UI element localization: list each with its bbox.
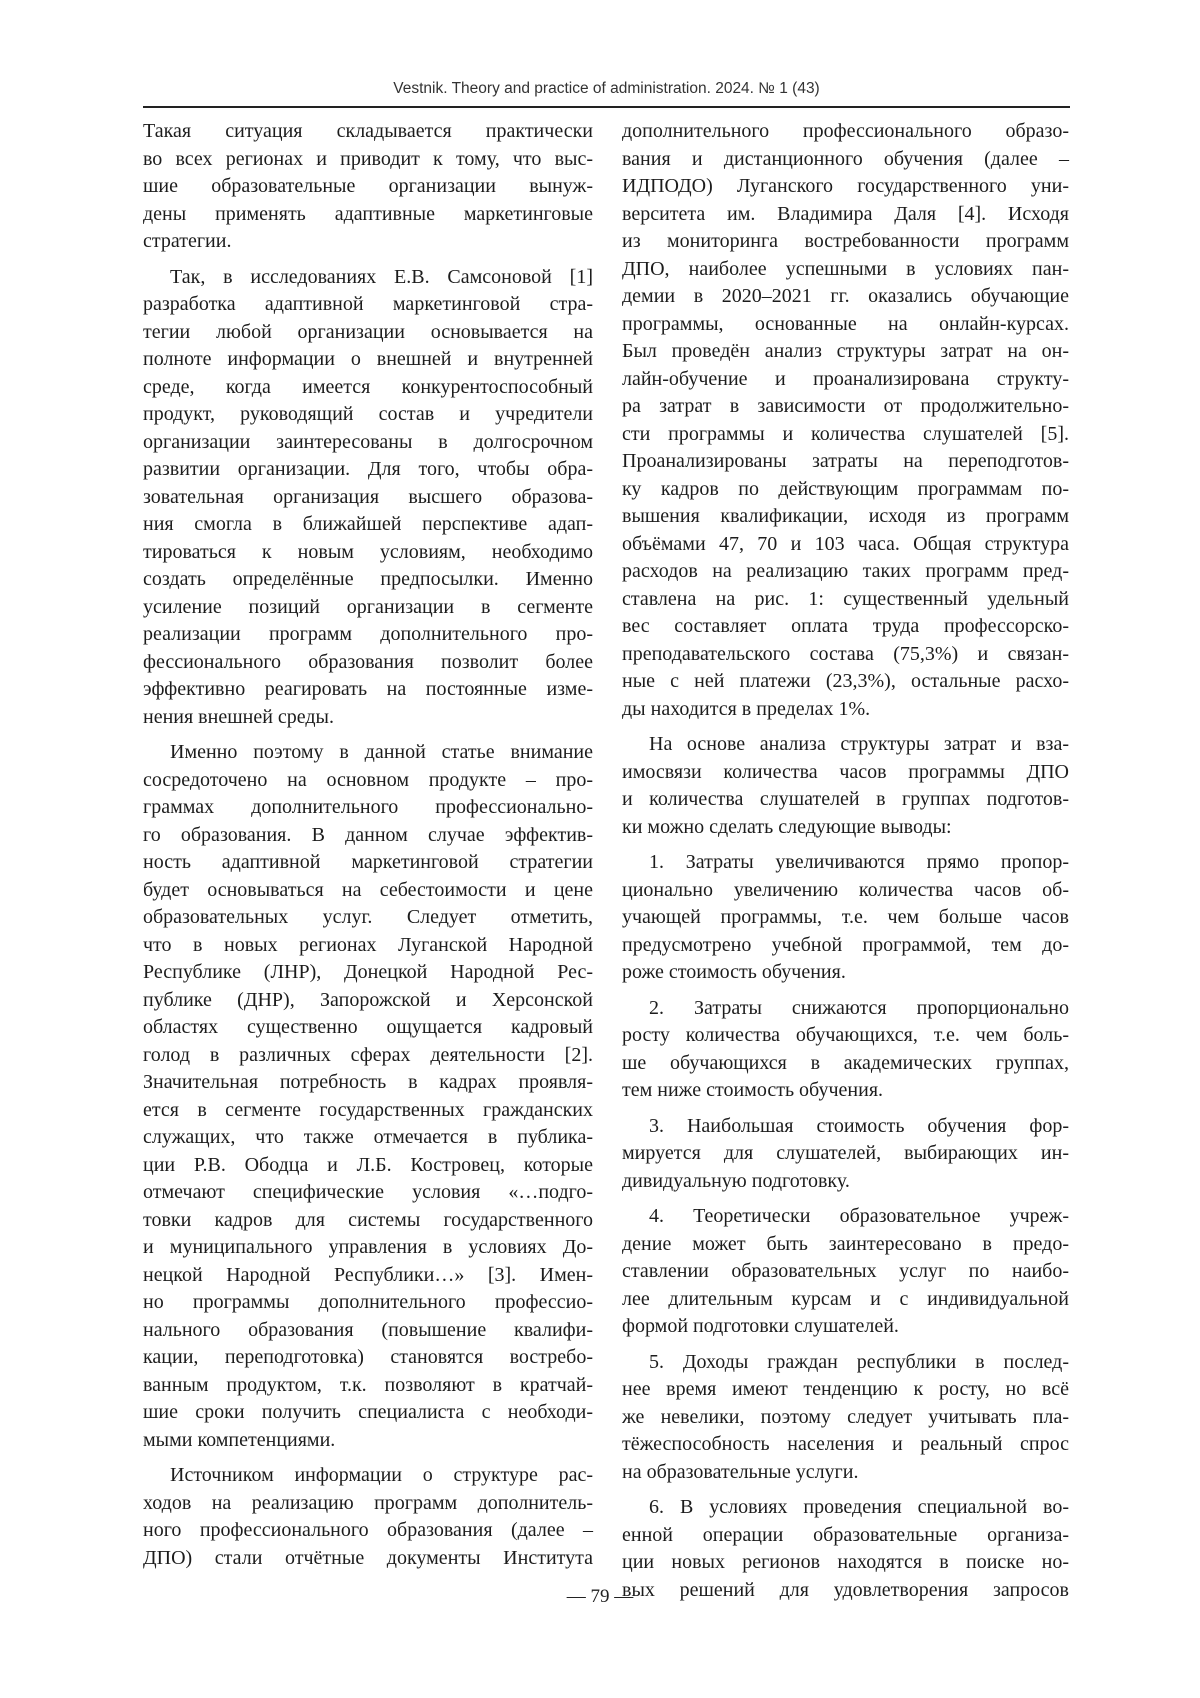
paragraph bbox=[622, 849, 1069, 987]
text-line: шие образовательные организации вынуж- bbox=[143, 173, 593, 201]
text-line: организации заинтересованы в долгосрочном bbox=[143, 429, 593, 457]
text-line: ванным продуктом, т.к. позволяют в кратчай- bbox=[143, 1372, 593, 1400]
text-line: мыми компетенциями. bbox=[143, 1427, 593, 1455]
text-line: верситета им. Владимира Даля [4]. Исходя bbox=[622, 201, 1069, 229]
text-line: Был проведён анализ структуры затрат на он- bbox=[622, 338, 1069, 366]
text-line: предусмотрено учебной программой, тем до- bbox=[622, 932, 1069, 960]
text-line: вания и дистанционного обучения (далее – bbox=[622, 146, 1069, 174]
text-line: ра затрат в зависимости от продолжительно- bbox=[622, 393, 1069, 421]
paragraph bbox=[622, 118, 1069, 723]
right-column bbox=[622, 118, 1069, 1612]
text-line: на образовательные услуги. bbox=[622, 1459, 1069, 1487]
text-line: ность адаптивной маркетинговой стратегии bbox=[143, 849, 593, 877]
text-line: же невелики, поэтому следует учитывать пла- bbox=[622, 1404, 1069, 1432]
text-line: расходов на реализацию таких программ пред- bbox=[622, 558, 1069, 586]
text-line: вых решений для удовлетворения запросов bbox=[622, 1577, 1069, 1605]
text-line: росту количества обучающихся, т.е. чем боль- bbox=[622, 1022, 1069, 1050]
text-line: служащих, что также отмечается в публика- bbox=[143, 1124, 593, 1152]
text-line: сосредоточено на основном продукте – про- bbox=[143, 767, 593, 795]
text-line: Республике (ЛНР), Донецкой Народной Рес- bbox=[143, 959, 593, 987]
paragraph bbox=[622, 731, 1069, 841]
text-line: роже стоимость обучения. bbox=[622, 959, 1069, 987]
text-line: ции Р.В. Ободца и Л.Б. Костровец, которые bbox=[143, 1152, 593, 1180]
text-line: разработка адаптивной маркетинговой стра- bbox=[143, 291, 593, 319]
text-line: но программы дополнительного профессио- bbox=[143, 1289, 593, 1317]
text-line: На основе анализа структуры затрат и вза- bbox=[622, 731, 1069, 759]
text-line: ные с ней платежи (23,3%), остальные расхо- bbox=[622, 668, 1069, 696]
text-line: полноте информации о внешней и внутренней bbox=[143, 346, 593, 374]
text-line: 1. Затраты увеличиваются прямо пропор- bbox=[622, 849, 1069, 877]
text-line: го образования. В данном случае эффектив- bbox=[143, 822, 593, 850]
text-line: областях существенно ощущается кадровый bbox=[143, 1014, 593, 1042]
text-line: ИДПОДО) Луганского государственного уни- bbox=[622, 173, 1069, 201]
text-line: дены применять адаптивные маркетинговые bbox=[143, 201, 593, 229]
text-line: кации, переподготовка) становятся востребо- bbox=[143, 1344, 593, 1372]
text-line: и количества слушателей в группах подготов- bbox=[622, 786, 1069, 814]
paragraph bbox=[143, 1462, 593, 1572]
text-line: 4. Теоретически образовательное учреж- bbox=[622, 1203, 1069, 1231]
running-header: Vestnik. Theory and practice of administration. 2024. № 1 (43) bbox=[143, 80, 1070, 98]
text-line: ции новых регионов находятся в поиске но- bbox=[622, 1549, 1069, 1577]
text-line: продукт, руководящий состав и учредители bbox=[143, 401, 593, 429]
paragraph bbox=[143, 739, 593, 1454]
text-line: енной операции образовательные организа- bbox=[622, 1522, 1069, 1550]
text-line: среде, когда имеется конкурентоспособный bbox=[143, 374, 593, 402]
text-line: во всех регионах и приводит к тому, что выс- bbox=[143, 146, 593, 174]
paragraph bbox=[622, 1203, 1069, 1341]
text-line: 3. Наибольшая стоимость обучения фор- bbox=[622, 1113, 1069, 1141]
text-line: формой подготовки слушателей. bbox=[622, 1313, 1069, 1341]
paragraph bbox=[622, 995, 1069, 1105]
text-line: отмечают специфические условия «…подго- bbox=[143, 1179, 593, 1207]
text-line: вес составляет оплата труда профессорско- bbox=[622, 613, 1069, 641]
text-line: зовательная организация высшего образова- bbox=[143, 484, 593, 512]
paragraph bbox=[143, 264, 593, 732]
text-line: Значительная потребность в кадрах проявля- bbox=[143, 1069, 593, 1097]
text-line: 5. Доходы граждан республики в послед- bbox=[622, 1349, 1069, 1377]
text-line: тёжеспособность населения и реальный спрос bbox=[622, 1431, 1069, 1459]
text-line: вышения квалификации, исходя из программ bbox=[622, 503, 1069, 531]
text-line: дополнительного профессионального образо- bbox=[622, 118, 1069, 146]
text-line: тем ниже стоимость обучения. bbox=[622, 1077, 1069, 1105]
text-line: ется в сегменте государственных гражданских bbox=[143, 1097, 593, 1125]
text-line: демии в 2020–2021 гг. оказались обучающие bbox=[622, 283, 1069, 311]
text-line: преподавательского состава (75,3%) и связан- bbox=[622, 641, 1069, 669]
text-line: ставлена на рис. 1: существенный удельный bbox=[622, 586, 1069, 614]
text-line: усиление позиций организации в сегменте bbox=[143, 594, 593, 622]
text-line: объёмами 47, 70 и 103 часа. Общая структура bbox=[622, 531, 1069, 559]
text-line: нецкой Народной Республики…» [3]. Имен- bbox=[143, 1262, 593, 1290]
text-line: дивидуальную подготовку. bbox=[622, 1168, 1069, 1196]
text-line: развитии организации. Для того, чтобы обра- bbox=[143, 456, 593, 484]
text-line: ного профессионального образования (далее – bbox=[143, 1517, 593, 1545]
text-line: фессионального образования позволит более bbox=[143, 649, 593, 677]
text-line: голод в различных сферах деятельности [2]. bbox=[143, 1042, 593, 1070]
text-line: и муниципального управления в условиях До- bbox=[143, 1234, 593, 1262]
text-line: товки кадров для системы государственного bbox=[143, 1207, 593, 1235]
paragraph bbox=[143, 118, 593, 256]
text-line: ния смогла в ближайшей перспективе адап- bbox=[143, 511, 593, 539]
text-line: учающей программы, т.е. чем больше часов bbox=[622, 904, 1069, 932]
left-column bbox=[143, 118, 593, 1580]
text-line: образовательных услуг. Следует отметить, bbox=[143, 904, 593, 932]
text-line: 6. В условиях проведения специальной во- bbox=[622, 1494, 1069, 1522]
text-line: ку кадров по действующим программам по- bbox=[622, 476, 1069, 504]
text-line: лайн-обучение и проанализирована структу- bbox=[622, 366, 1069, 394]
text-line: нального образования (повышение квалифи- bbox=[143, 1317, 593, 1345]
paragraph bbox=[622, 1113, 1069, 1196]
text-line: нения внешней среды. bbox=[143, 704, 593, 732]
text-line: будет основываться на себестоимости и цене bbox=[143, 877, 593, 905]
text-line: дение может быть заинтересовано в предо- bbox=[622, 1231, 1069, 1259]
text-line: ки можно сделать следующие выводы: bbox=[622, 814, 1069, 842]
text-line: ДПО, наиболее успешными в условиях пан- bbox=[622, 256, 1069, 284]
text-line: ДПО) стали отчётные документы Института bbox=[143, 1545, 593, 1573]
text-line: Именно поэтому в данной статье внимание bbox=[143, 739, 593, 767]
text-line: стратегии. bbox=[143, 228, 593, 256]
text-line: граммах дополнительного профессионально- bbox=[143, 794, 593, 822]
text-line: лее длительным курсам и с индивидуальной bbox=[622, 1286, 1069, 1314]
text-line: Так, в исследованиях Е.В. Самсоновой [1] bbox=[143, 264, 593, 292]
page-number: — 79 — bbox=[0, 1586, 1200, 1608]
header-rule bbox=[143, 106, 1070, 108]
text-line: реализации программ дополнительного про- bbox=[143, 621, 593, 649]
text-line: Источником информации о структуре рас- bbox=[143, 1462, 593, 1490]
text-line: 2. Затраты снижаются пропорционально bbox=[622, 995, 1069, 1023]
text-line: публике (ДНР), Запорожской и Херсонской bbox=[143, 987, 593, 1015]
text-line: ды находится в пределах 1%. bbox=[622, 696, 1069, 724]
text-line: ционально увеличению количества часов об- bbox=[622, 877, 1069, 905]
text-line: ставлении образовательных услуг по наибо- bbox=[622, 1258, 1069, 1286]
text-line: нее время имеют тенденцию к росту, но всё bbox=[622, 1376, 1069, 1404]
text-line: шие сроки получить специалиста с необходи- bbox=[143, 1399, 593, 1427]
text-line: ше обучающихся в академических группах, bbox=[622, 1050, 1069, 1078]
text-line: создать определённые предпосылки. Именно bbox=[143, 566, 593, 594]
text-line: эффективно реагировать на постоянные изме- bbox=[143, 676, 593, 704]
text-line: имосвязи количества часов программы ДПО bbox=[622, 759, 1069, 787]
text-line: мируется для слушателей, выбирающих ин- bbox=[622, 1140, 1069, 1168]
text-line: сти программы и количества слушателей [5]. bbox=[622, 421, 1069, 449]
text-line: из мониторинга востребованности программ bbox=[622, 228, 1069, 256]
text-line: ходов на реализацию программ дополнитель- bbox=[143, 1490, 593, 1518]
text-line: тегии любой организации основывается на bbox=[143, 319, 593, 347]
paragraph bbox=[622, 1349, 1069, 1487]
text-line: программы, основанные на онлайн-курсах. bbox=[622, 311, 1069, 339]
text-line: что в новых регионах Луганской Народной bbox=[143, 932, 593, 960]
text-line: тироваться к новым условиям, необходимо bbox=[143, 539, 593, 567]
text-line: Проанализированы затраты на переподготов- bbox=[622, 448, 1069, 476]
text-line: Такая ситуация складывается практически bbox=[143, 118, 593, 146]
